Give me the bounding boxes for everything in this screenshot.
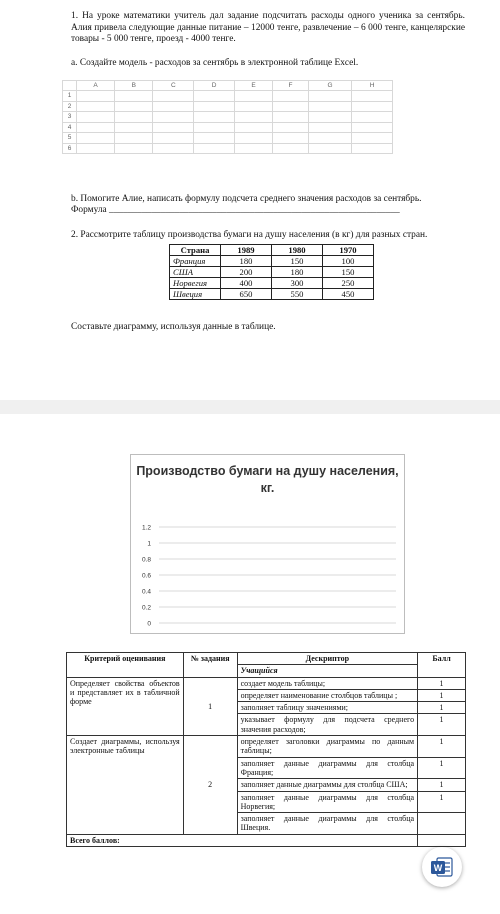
worksheet-page-2 — [0, 414, 500, 914]
y-tick-label: 0.4 — [141, 588, 151, 596]
value-cell: 150 — [272, 256, 323, 267]
score-cell: 1 — [418, 714, 466, 736]
y-tick-label: 1 — [147, 540, 151, 548]
score-cell: 1 — [418, 779, 466, 791]
value-cell: 650 — [221, 289, 272, 300]
country-cell: Франция — [170, 256, 221, 267]
value-cell: 550 — [272, 289, 323, 300]
student-subheader: Учащийся — [237, 665, 417, 677]
value-cell: 250 — [323, 278, 374, 289]
descriptor-cell: создает модель таблицы; — [237, 677, 417, 689]
value-cell: 200 — [221, 267, 272, 278]
empty-chart — [130, 454, 405, 634]
excel-col-header: D — [194, 81, 235, 91]
criteria-total-row — [67, 834, 466, 846]
score-cell: 1 — [418, 689, 466, 701]
task-number-cell: 1 — [183, 677, 237, 735]
page-gap — [0, 400, 500, 414]
excel-row — [63, 101, 393, 112]
excel-col-header: G — [308, 81, 351, 91]
task-number-header: № задания — [183, 653, 237, 678]
value-cell: 100 — [323, 256, 374, 267]
excel-row — [63, 112, 393, 123]
excel-row — [63, 143, 393, 154]
excel-col-header: H — [352, 81, 393, 91]
value-cell: 180 — [221, 256, 272, 267]
question-2-text: 2. Рассмотрите таблицу производства бумаги на душу населения (в кг) для разных стран. — [71, 230, 428, 240]
y-tick-label: 0.2 — [141, 604, 151, 612]
score-cell: 1 — [418, 677, 466, 689]
word-app-button[interactable] — [422, 847, 462, 887]
total-score-cell — [418, 834, 466, 846]
score-cell — [418, 813, 466, 835]
criterion-cell: Создает диаграммы, используя электронные таблицы — [67, 736, 184, 835]
excel-col-header: A — [77, 81, 115, 91]
value-cell: 150 — [323, 267, 374, 278]
descriptor-cell: заполняет данные диаграммы для столбца Франция; — [237, 757, 417, 779]
chart-title: Производство бумаги на душу населения, кг. — [136, 464, 399, 495]
country-cell: Норвегия — [170, 278, 221, 289]
excel-grid — [62, 80, 393, 154]
excel-row — [63, 122, 393, 133]
value-cell: 180 — [272, 267, 323, 278]
chart-plot — [131, 455, 404, 633]
country-cell: США — [170, 267, 221, 278]
country-cell: Швеция — [170, 289, 221, 300]
descriptor-header: Дескриптор — [237, 653, 417, 665]
worksheet-page-1 — [0, 0, 500, 400]
criteria-header-row — [67, 653, 466, 665]
criteria-table — [66, 652, 466, 847]
descriptor-cell: заполняет данные диаграммы для столбца Швеция. — [237, 813, 417, 835]
excel-row-header: 4 — [63, 122, 77, 133]
svg-text:W: W — [433, 863, 443, 873]
formula-line: Формула ______________________________________________________________ — [71, 205, 400, 215]
excel-col-header: E — [234, 81, 272, 91]
paper-header-cell: Страна — [170, 245, 221, 256]
chart-task-text: Составьте диаграмму, используя данные в таблице. — [71, 322, 276, 332]
excel-row-header: 6 — [63, 143, 77, 154]
score-cell: 1 — [418, 702, 466, 714]
total-label: Всего баллов: — [67, 834, 418, 846]
score-cell: 1 — [418, 736, 466, 758]
excel-corner — [63, 81, 77, 91]
y-tick-label: 0 — [147, 620, 151, 628]
descriptor-cell: заполняет таблицу значениями; — [237, 702, 417, 714]
excel-row-header: 1 — [63, 91, 77, 102]
excel-row — [63, 91, 393, 102]
y-tick-label: 0.6 — [141, 572, 151, 580]
word-icon — [422, 847, 462, 887]
excel-row-header: 2 — [63, 101, 77, 112]
question-1-text: 1. На уроке математики учитель дал задание подсчитать расходы одного ученика за сентябрь. Алия привела следующие данные питание – 12000 тенге, развлечение – 6 000 тенге, канцелярские товары - 5 000 тенге, проезд - 4000 тенге. — [71, 11, 465, 44]
criteria-row — [67, 736, 466, 758]
score-cell: 1 — [418, 757, 466, 779]
descriptor-cell: указывает формулу для подсчета среднего значения расходов; — [237, 714, 417, 736]
excel-header-row — [63, 81, 393, 91]
excel-col-header: B — [115, 81, 153, 91]
y-tick-label: 0.8 — [141, 556, 151, 564]
value-cell: 300 — [272, 278, 323, 289]
excel-row-header: 5 — [63, 133, 77, 144]
paper-header-cell: 1970 — [323, 245, 374, 256]
score-cell: 1 — [418, 791, 466, 813]
y-tick-label: 1.2 — [141, 524, 151, 532]
paper-table-header — [170, 245, 374, 256]
descriptor-cell: заполняет данные диаграммы для столбца США; — [237, 779, 417, 791]
paper-header-cell: 1989 — [221, 245, 272, 256]
criterion-header: Критерий оценивания — [67, 653, 184, 678]
question-1a-text: a. Создайте модель - расходов за сентябрь в электронной таблице Excel. — [71, 58, 359, 68]
question-1b-text: b. Помогите Алие, написать формулу подсчета среднего значения расходов за сентябрь. — [71, 194, 422, 204]
excel-col-header: F — [273, 81, 309, 91]
excel-col-header: C — [153, 81, 194, 91]
paper-table — [169, 244, 374, 300]
descriptor-cell: определяет заголовки диаграммы по данным таблицы; — [237, 736, 417, 758]
paper-table-row — [170, 267, 374, 278]
paper-table-row — [170, 256, 374, 267]
paper-table-row — [170, 289, 374, 300]
score-header: Балл — [418, 653, 466, 678]
task-number-cell: 2 — [183, 736, 237, 835]
criterion-cell: Определяет свойства объектов и представляет их в табличной форме — [67, 677, 184, 735]
descriptor-cell: определяет наименование столбцов таблицы ; — [237, 689, 417, 701]
paper-header-cell: 1980 — [272, 245, 323, 256]
descriptor-cell: заполняет данные диаграммы для столбца Норвегия; — [237, 791, 417, 813]
paper-table-row — [170, 278, 374, 289]
value-cell: 450 — [323, 289, 374, 300]
excel-row — [63, 133, 393, 144]
criteria-row — [67, 677, 466, 689]
value-cell: 400 — [221, 278, 272, 289]
excel-row-header: 3 — [63, 112, 77, 123]
